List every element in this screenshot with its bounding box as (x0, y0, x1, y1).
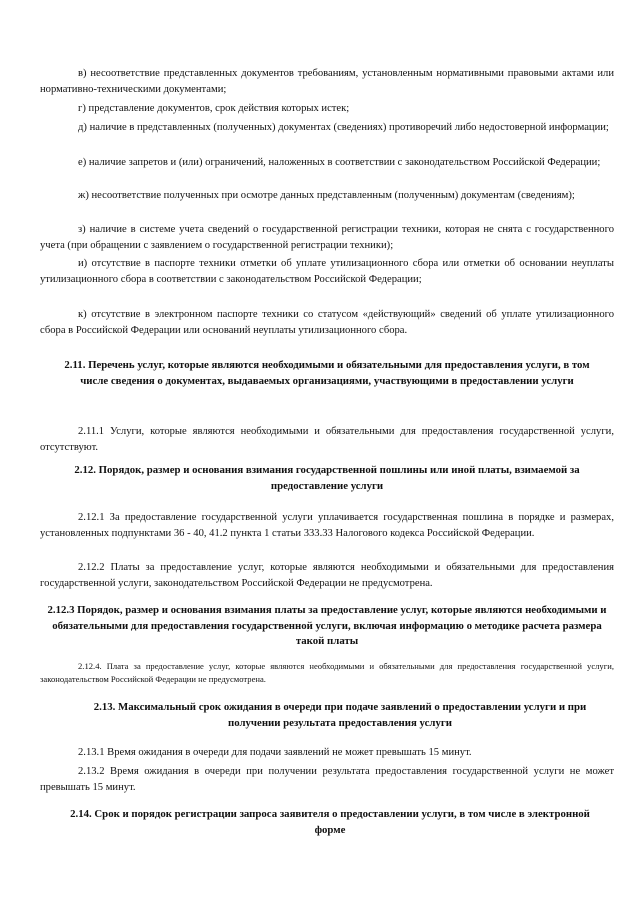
section-2-13-paragraph-2: 2.13.2 Время ожидания в очереди при получении результата предоставления государственной услуги не может превышать 15 минут. (40, 766, 614, 793)
section-2-12-heading: 2.12. Порядок, размер и основания взимания государственной пошлины или иной платы, взимаемой за предоставление услуги (74, 464, 580, 492)
list-item-g: г) представление документов, срок действия которых истек; (78, 103, 350, 114)
section-2-12-paragraph-1: 2.12.1 За предоставление государственной услуги уплачивается государственная пошлина в порядке и размерах, установленных подпунктами 36 - 40, 41.2 пункта 1 статьи 333.33 Налогового кодекса Российской Федерации. (40, 512, 614, 539)
list-item-v: в) несоответствие представленных документов требованиям, установленным нормативными правовыми актами или нормативно-техническими документами; (40, 68, 614, 95)
list-item-e: е) наличие запретов и (или) ограничений, наложенных в соответствии с законодательством Российской Федерации; (78, 157, 601, 168)
section-2-12-4-paragraph: 2.12.4. Плата за предоставление услуг, которые являются необходимыми и обязательными для предоставления государственной услуги, законодательством Российской Федерации не предусмотрена. (40, 661, 614, 684)
section-2-11-heading: 2.11. Перечень услуг, которые являются необходимыми и обязательными для предоставления услуги, в том числе сведения о документах, выдаваемых организациями, участвующими в предоставлении услуги (64, 359, 590, 387)
list-item-d: д) наличие в представленных (полученных) документах (сведениях) противоречий либо недостоверной информации; (78, 122, 609, 133)
section-2-13-paragraph-1: 2.13.1 Время ожидания в очереди для подачи заявлений не может превышать 15 минут. (78, 747, 472, 758)
section-2-14-heading: 2.14. Срок и порядок регистрации запроса заявителя о предоставлении услуги, в том числе в электронной форме (70, 808, 590, 836)
list-item-z: з) наличие в системе учета сведений о государственной регистрации техники, которая не снята с государственного учета (при обращении с заявлением о государственной регистрации техники); (40, 224, 614, 251)
section-2-12-3-heading: 2.12.3 Порядок, размер и основания взимания платы за предоставление услуг, которые являются необходимыми и обязательными для предоставления государственной услуги, включая информацию о методике расчета размера такой платы (47, 604, 607, 647)
section-2-11-paragraph-1: 2.11.1 Услуги, которые являются необходимыми и обязательными для предоставления государственной услуги, отсутствуют. (40, 426, 614, 453)
section-2-12-paragraph-2: 2.12.2 Платы за предоставление услуг, которые являются необходимыми и обязательными для предоставления государственной услуги, законодательством Российской Федерации не предусмотрена. (40, 562, 614, 589)
list-item-k: к) отсутствие в электронном паспорте техники со статусом «действующий» сведений об уплате утилизационного сбора в Российской Федерации или оснований неуплаты утилизационного сбора. (40, 309, 614, 336)
list-item-zh: ж) несоответствие полученных при осмотре данных представленным (полученным) документам (сведениям); (78, 190, 575, 201)
section-2-13-heading: 2.13. Максимальный срок ожидания в очереди при подаче заявлений о предоставлении услуги и при получении результата предоставления услуги (93, 701, 587, 729)
list-item-i: и) отсутствие в паспорте техники отметки об уплате утилизационного сбора или отметки об основании неуплаты утилизационного сбора в соответствии с законодательством Российской Федерации; (40, 258, 614, 285)
